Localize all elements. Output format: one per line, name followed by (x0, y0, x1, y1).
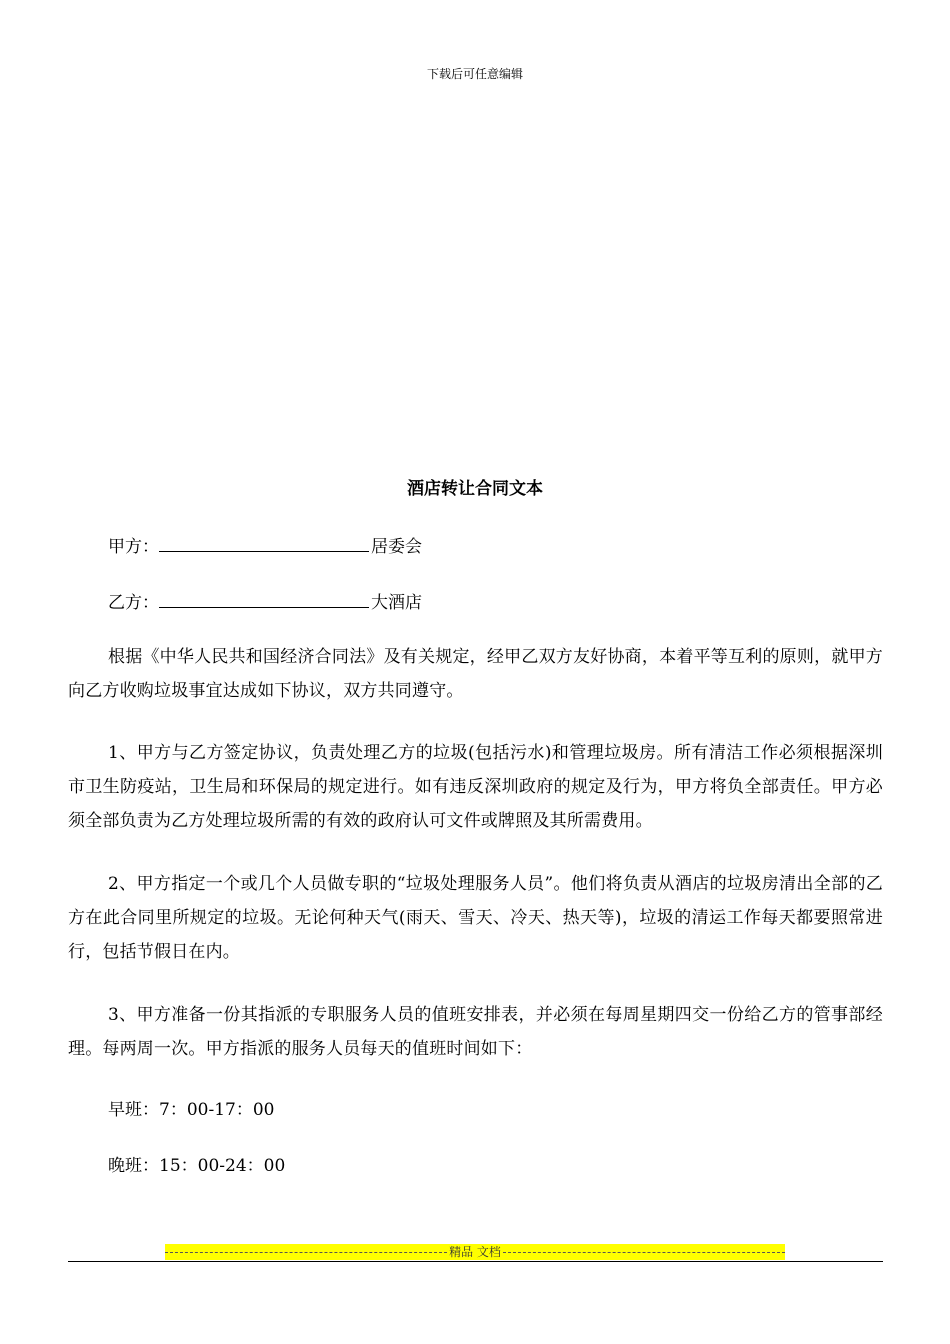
party-a-suffix: 居委会 (371, 537, 422, 557)
document-title: 酒店转让合同文本 (407, 479, 543, 499)
header-note: 下载后可任意编辑 (426, 67, 523, 81)
party-a-blank (159, 535, 369, 552)
paragraph-clause-3: 3、甲方准备一份其指派的专职服务人员的值班安排表，并必须在每周星期四交一份给乙方的管事部经理。每两周一次。甲方指派的服务人员每天的值班时间如下： (68, 1005, 883, 1059)
paragraph-clause-2: 2、甲方指定一个或几个人员做专职的“垃圾处理服务人员”。他们将负责从酒店的垃圾房清出全部的乙方在此合同里所规定的垃圾。无论何种天气(雨天、雪天、冷天、热天等)，垃圾的清运工作每天都要照常进行，包括节假日在内。 (68, 874, 883, 962)
party-b-suffix: 大酒店 (371, 593, 422, 613)
party-b-label: 乙方： (108, 593, 159, 613)
shift-morning: 早班：7：00-17：00 (108, 1100, 275, 1120)
party-b-line (108, 591, 422, 614)
footer-dashes-left (165, 1244, 447, 1260)
footer-band (165, 1244, 785, 1260)
footer-dashes-right (503, 1244, 785, 1260)
party-b-blank (159, 591, 369, 608)
paragraph-intro: 根据《中华人民共和国经济合同法》及有关规定，经甲乙双方友好协商，本着平等互利的原则，就甲方向乙方收购垃圾事宜达成如下协议，双方共同遵守。 (68, 647, 883, 701)
party-a-label: 甲方： (108, 537, 159, 557)
footer-rule (68, 1261, 883, 1262)
shift-evening: 晚班：15：00-24：00 (108, 1156, 286, 1176)
paragraph-clause-1: 1、甲方与乙方签定协议，负责处理乙方的垃圾(包括污水)和管理垃圾房。所有清洁工作必须根据深圳市卫生防疫站，卫生局和环保局的规定进行。如有违反深圳政府的规定及行为，甲方将负全部责任。甲方必须全部负责为乙方处理垃圾所需的有效的政府认可文件或牌照及其所需费用。 (68, 743, 883, 831)
footer-label: 精品 文档 (449, 1245, 501, 1259)
party-a-line (108, 535, 422, 558)
